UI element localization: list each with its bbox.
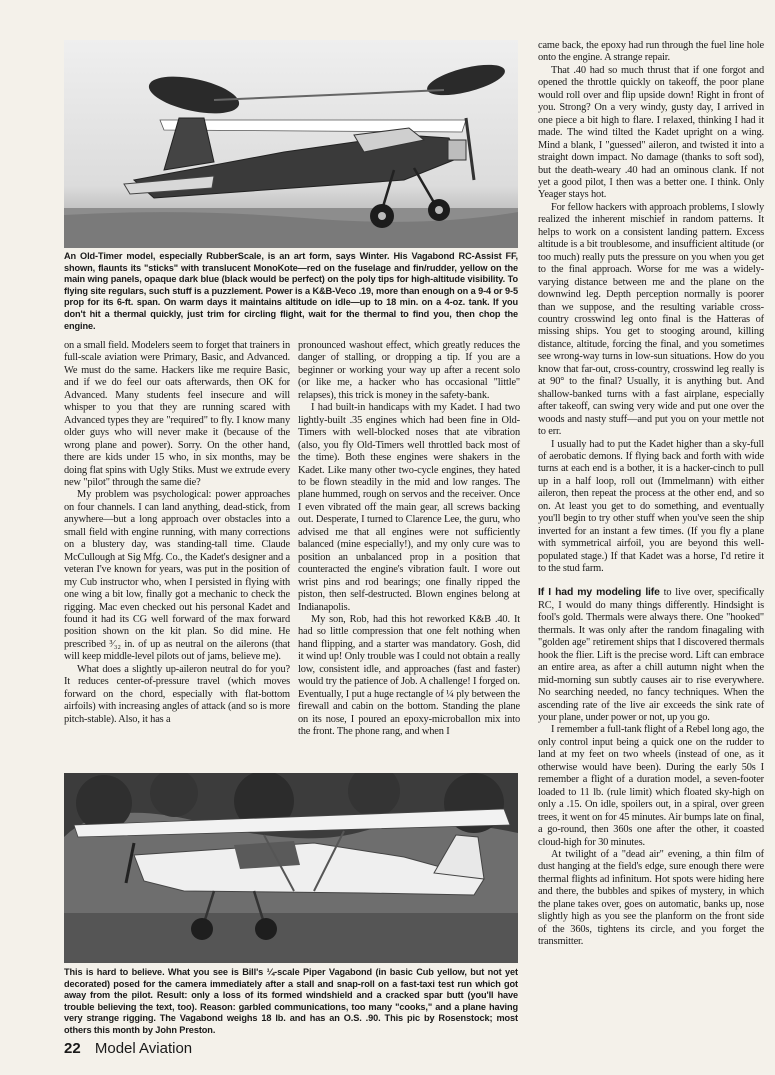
column-1: [64, 340, 290, 726]
paragraph: I usually had to put the Kadet higher than a sky-full of aerobatic demons. If flying back and forth with wide turns at each end is a bother, it is a hacker-cinch to pull up in a half loop, roll out (Immelmann) with either aileron, then repeat the process at the other end, and so on. At least you get to do something, and eventually you'll begin to try other stuff when you've seen the ship inverted for an instant a few times. (If you fly a plane with symmetrical airfoil, you are beyond this well-populated stage.) If that Kadet was a horse, I'd retire it to the stud farm.: [538, 438, 764, 575]
column-2: [298, 340, 520, 739]
paragraph: pronounced washout effect, which greatly reduces the danger of stalling, or dropping a tip. If you are a beginner or working your way up after a recent solo (or like me, a hacker who has occasional "little" relapses), this trick is money in the safety-bank.: [298, 340, 520, 401]
airplane-illustration: [64, 773, 518, 963]
photo-vagabond-rc-assist: [64, 40, 518, 248]
magazine-title: Model Aviation: [94, 1040, 193, 1057]
paragraph: At twilight of a "dead air" evening, a thin film of dust hanging at the field's edge, sure enough there were thermal flights ad infinitum. Hot spots were hiding here and there, the bubbles and spikes of mystery, in which the plane takes over, goes on automatic, banks up, nose slightly high as you see the planform on the front side of the 360s, tightens its circle, and you forget the transmitter.: [538, 849, 764, 948]
paragraph: My problem was psychological: power approaches on four channels. I can land anything, dead-stick, from anywhere—but a long approach over obstacles into a small field with engine running, with many corrections on a blustery day, was standing-tall time. Claude McCullough at Sig Mfg. Co., the Kadet's designer and a veteran I've known for years, was put in the position of my Cub instructor who, when I persisted in flying with one wing a bit low, finally got a mechanic to check the rigging. Mac even checked out his personal Kadet and found it had its CG well forward of the max forward position shown on the kit plan. So did mine. He prescribed ³⁄₃₂ in. of up as neutral on the ailerons (that will keep middle-level pilots out of jams, believe me).: [64, 489, 290, 663]
photo-quarter-scale-vagabond: [64, 773, 518, 963]
paragraph: came back, the epoxy had run through the fuel line hole onto the engine. A strange repair.: [538, 40, 764, 64]
section-lead-paragraph: [538, 587, 764, 724]
page-footer: [64, 1040, 192, 1057]
paragraph: For fellow hackers with approach problems, I slowly realized the inherent mischief in random patterns. It helps to work on a consistent landing pattern. Excess altitude is a bit troublesome, and insufficient altitude (or too much) really puts the pressure on you when you get to the final approach. Worse for me was a widely-varying distance between me and the plane on the downwind leg. Depth perception normally is poorer than we suppose, and the resulting variable cross-country crosswind leg onto final is the Hatteras of missing ships. You get to stooging around, killing distance, altitude, forcing the final, and you sometimes see wrong-way turns in low-sun situations. How do you know that far-out, cross-country, crosswind leg really is at 90° to the final? Usually, it is anything but. And shallow-banked turns with a fast airplane, especially after takeoff, can swing very wide and put one over the woods and nasty stuff—and put you on your mettle not to err.: [538, 201, 764, 438]
paragraph: What does a slightly up-aileron neutral do for you? It reduces center-of-pressure travel (which moves forward on the chord, especially with flat-bottom airfoils) with increasing angles of attack (and so is more pitch-stable). Also, it has a: [64, 663, 290, 725]
paragraph: I remember a full-tank flight of a Rebel long ago, the only control input being a quick one on the rudder to land at my feet on two wheels (instead of one, as it otherwise would have been). During the early 50s I remember a flight of a duration model, a seven-footer loaded to 11 lb. (rule limit) which floated sky-high on only a .15. On idle, spoilers out, in a spiral, over green trees, it went on for 45 minutes. Air bumps late on final, a go-round, then 360s one after the other, it coasted cloud-high for 30 minutes.: [538, 724, 764, 848]
section-lead: If I had my modeling life: [538, 587, 660, 599]
caption-top: An Old-Timer model, especially RubberScale, is an art form, says Winter. His Vagabond RC-Assist FF, shown, flaunts its "sticks" with translucent MonoKote—red on the fuselage and fin/rudder, yellow on the main wing panels, opaque dark blue (black would be perfect) on the poly tips for high-altitude visibility. To flying site regulars, such stuff is a puzzlement. Power is a K&B-Veco .19, more than enough on a 9-4 or 9-5 prop for its 6-ft. span. On warm days it maintains altitude on idle—up to 18 min. on a 4-oz. tank. If you don't hit a thermal quickly, just trim for circling flight, wait for the thermal to find you, then chop the engine.: [64, 251, 518, 331]
paragraph: That .40 had so much thrust that if one forgot and opened the throttle quickly on takeoff, the poor plane would roll over and flip upside down! Right in front of you. Strong? On a very windy, gusty day, I arrived in one piece a bit high to flare. I relaxed, thinking I had it made. The wind tilted the Kadet upright on a wing. Mind a blank, I "guessed" aileron, and twisted it into a straight down impact. No damage (thanks to soft sod), but the death-weary .40 had an ominous clank. If not yet a good pilot, I then was a better one. I think. Only Yeager stays hot.: [538, 64, 764, 201]
paragraph: on a small field. Modelers seem to forget that trainers in full-scale aviation were Primary, Basic, and Advanced. We must do the same. Hackers like me require Basic, and if we do feel our oats afterwards, then OK for Advanced. Many students feel insecure and will whisper to you that they are running scared with Advanced types they are "required" to fly. I know many older guys who will never make it (because of the wrong plane and power). Sorry. On the other hand, there are kids under 15 who, in six months, may be doing flat spins with Ugly Stiks. Must we extrude every new "pilot" through the same die?: [64, 340, 290, 488]
caption-bottom: This is hard to believe. What you see is Bill's ¼-scale Piper Vagabond (in basic Cub yellow, but not yet decorated) posed for the camera immediately after a stall and snap-roll on a fast-taxi test run which got away from the pilot. Result: only a loss of its formed windshield and a cracked spar butt (you'll have trouble believing the text, too). Reason: garbled communications, too many "cooks," and a plane having very strange rigging. The Vagabond weighs 18 lb. and has an O.S. .90. This pic by Rosenstock; most others this month by John Preston.: [64, 967, 518, 1035]
paragraph: My son, Rob, had this hot reworked K&B .40. It had so little compression that one felt nothing when hand flipping, and a starter was mandatory. Gosh, did it wind up! Only trouble was I could not obtain a really low, consistent idle, and approaches (fast and faster) would try the patience of Job. A challenge! I forged on. Eventually, I put a huge rectangle of ¼ ply between the firewall and cabin on the bottom. Standing the plane on its nose, I poured an epoxy-microballon mix into the front. The phone rang, and when I: [298, 613, 520, 738]
section-lead-rest: to live over, specifically RC, I would do many things differently. Hindsight is fool's gold. Thermals were always there. One "hooked" thermals. It was only after the random finagaling with "golden age" retirement ships that I discovered thermals hook the flier. Lift is the precise word. Lift can embrace an entire area, as after a chill autumn night when the mid-morning sun subtly causes air to rise everywhere. No searching needed, no fancy techniques. When the ascending rate of the live air exceeds the sink rate of your plane, under power or not, up you go.: [538, 587, 764, 724]
paragraph: I had built-in handicaps with my Kadet. I had two lightly-built .35 engines which had been fine in Old-Timers with well-blocked noses that ate vibration (also, you fly Old-Timers well throttled back most of the time). Both these engines were shakers in the Kadet. Like many other two-cycle engines, they hated to be flown steadily in the mid and low ranges. The plane hummed, rough on servos and the receiver. Once I even vibrated off the main gear, all screws backing out. Desperate, I turned to Clarence Lee, the guru, who advised me that all engines were not sufficiently balanced (mine especially!), and my only cure was to position an unbalanced prop in a position that counteracted the engine's vibration fault. I wore out wrist pins and rod bearings; one finally ripped the piston, then self-destructed. Blown engines belong at Indianapolis.: [298, 402, 520, 613]
airplane-illustration: [64, 40, 518, 248]
column-3: [538, 40, 764, 949]
page-number: 22: [64, 1040, 81, 1057]
